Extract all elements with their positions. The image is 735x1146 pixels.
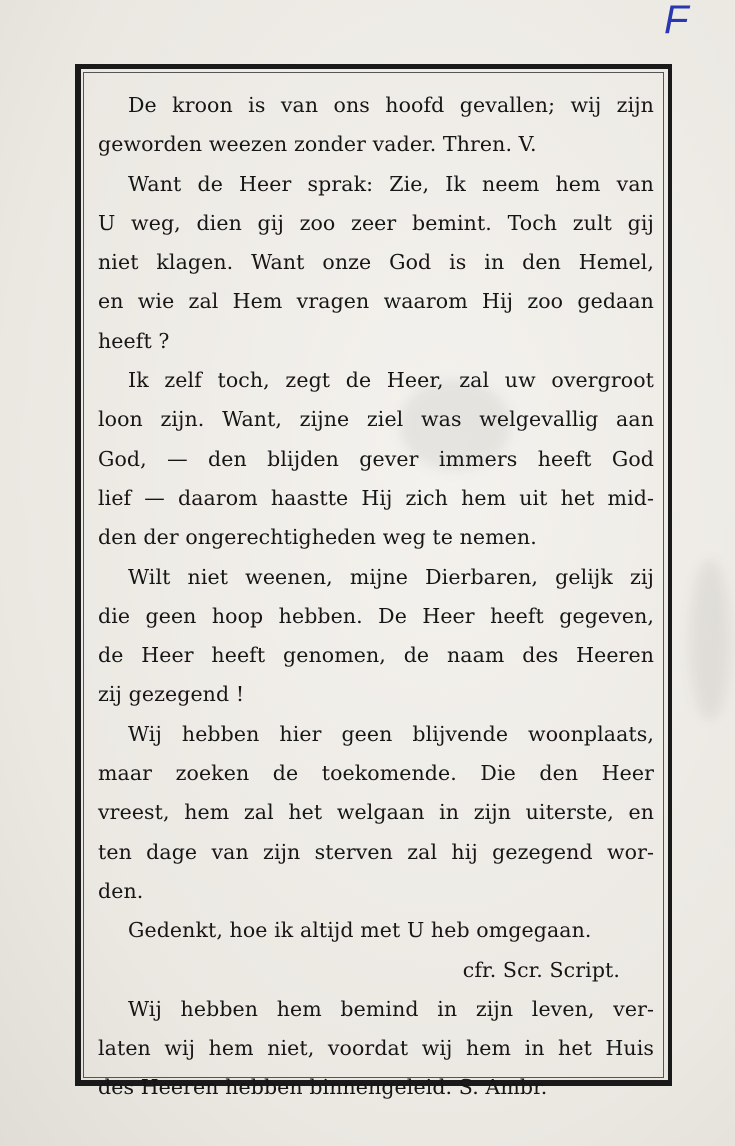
text-line: Want de Heer sprak: Zie, Ik neem hem van xyxy=(128,171,654,196)
text-line: ten dage van zijn sterven zal hij gezegend wor- xyxy=(98,839,654,864)
text-line: Wij hebben hem bemind in zijn leven, ver- xyxy=(128,996,654,1021)
paragraph xyxy=(98,361,654,557)
text-line: loon zijn. Want, zijne ziel was welgevallig aan xyxy=(98,407,654,432)
text-line: lief — daarom haastte Hij zich hem uit het mid- xyxy=(98,485,654,510)
text-line: heeft ? xyxy=(98,328,170,353)
text-line: laten wij hem niet, voordat wij hem in het Huis xyxy=(98,1036,654,1061)
paragraph xyxy=(98,165,654,361)
text-line: maar zoeken de toekomende. Die den Heer xyxy=(98,761,654,786)
text-line: en wie zal Hem vragen waarom Hij zoo gedaan xyxy=(98,289,654,314)
paragraph xyxy=(98,86,654,165)
text-line: vreest, hem zal het welgaan in zijn uiterste, en xyxy=(98,800,654,825)
text-line: de Heer heeft genomen, de naam des Heeren xyxy=(98,643,654,668)
text-line: Ik zelf toch, zegt de Heer, zal uw overgroot xyxy=(128,368,654,393)
paragraph xyxy=(98,558,654,715)
text-line: den der ongerechtigheden weg te nemen. xyxy=(98,525,537,550)
memorial-text xyxy=(98,86,654,1108)
text-line: Wilt niet weenen, mijne Dierbaren, gelijk zij xyxy=(128,564,654,589)
text-line: Wij hebben hier geen blijvende woonplaats, xyxy=(128,721,654,746)
text-line: des Heeren hebben binnengeleid. S. Ambr. xyxy=(98,1075,548,1100)
text-line: die geen hoop hebben. De Heer heeft gegeven, xyxy=(98,603,654,628)
text-line: geworden weezen zonder vader. Thren. V. xyxy=(98,132,537,157)
text-line: U weg, dien gij zoo zeer bemint. Toch zult gij xyxy=(98,210,654,235)
text-line: niet klagen. Want onze God is in den Hemel, xyxy=(98,250,654,275)
text-line: De kroon is van ons hoofd gevallen; wij zijn xyxy=(128,93,654,117)
text-line: God, — den blijden gever immers heeft God xyxy=(98,446,654,471)
paragraph xyxy=(98,990,654,1108)
text-line: zij gezegend ! xyxy=(98,682,245,707)
text-line: den. xyxy=(98,878,144,903)
paragraph xyxy=(98,911,654,990)
text-line: Gedenkt, hoe ik altijd met U heb omgegaan. xyxy=(128,918,592,943)
stain xyxy=(690,560,730,720)
scripture-citation: cfr. Scr. Script. xyxy=(462,957,620,982)
handwritten-mark: F xyxy=(664,0,689,42)
paragraph xyxy=(98,715,654,911)
